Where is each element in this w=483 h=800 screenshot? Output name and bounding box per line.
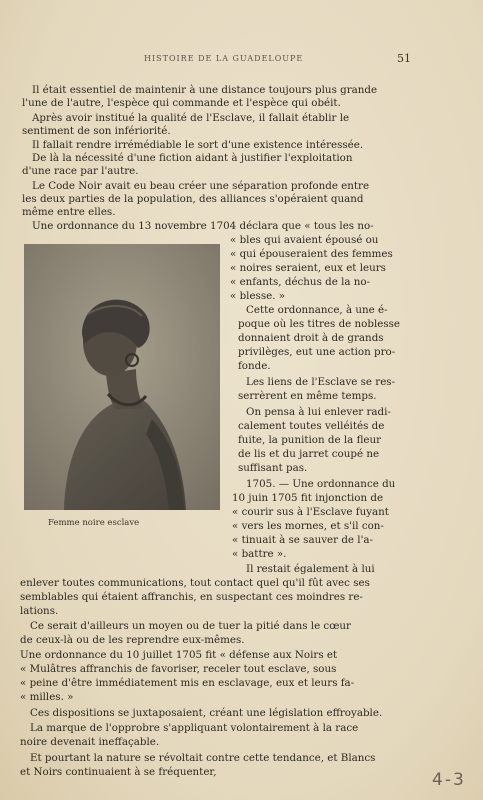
- text-line: « milles. »: [20, 691, 74, 703]
- text-line: « noires seraient, eux et leurs: [230, 262, 386, 274]
- text-line: lations.: [20, 605, 59, 617]
- text-line: Ces dispositions se juxtaposaient, créant une législation effroyable.: [30, 707, 383, 719]
- text-line: La marque de l'opprobre s'appliquant volontairement à la race: [30, 722, 359, 734]
- page-header: [0, 52, 483, 68]
- text-line: 1705. — Une ordonnance du: [246, 478, 396, 490]
- text-line: noire devenait ineffaçable.: [20, 736, 160, 748]
- text-line: « battre ».: [232, 548, 287, 560]
- text-line: et Noirs continuaient à se fréquenter,: [20, 766, 217, 778]
- text-line: De là la nécessité d'une fiction aidant à justifier l'exploitation: [32, 152, 353, 164]
- text-line: Après avoir institué la qualité de l'Esclave, il fallait établir le: [32, 112, 350, 124]
- figure-caption: Femme noire esclave: [48, 518, 140, 528]
- text-line: On pensa à lui enlever radi-: [246, 406, 391, 418]
- text-line: Le Code Noir avait eu beau créer une séparation profonde entre: [32, 180, 370, 192]
- text-line: « Mulâtres affranchis de favoriser, receler tout esclave, sous: [20, 663, 337, 675]
- text-line: « blesse. »: [230, 290, 286, 302]
- text-line: « enfants, déchus de la no-: [230, 276, 371, 288]
- text-line: Il était essentiel de maintenir à une distance toujours plus grande: [32, 84, 378, 96]
- text-line: « bles qui avaient épousé ou: [230, 234, 379, 246]
- text-line: fonde.: [238, 360, 271, 372]
- text-line: privilèges, eut une action pro-: [238, 346, 396, 358]
- text-line: Il restait également à lui: [246, 563, 375, 575]
- text-line: de ceux-là ou de les reprendre eux-mêmes.: [20, 634, 245, 646]
- text-line: les deux parties de la population, des alliances s'opéraient quand: [22, 193, 364, 205]
- text-line: sentiment de son infériorité.: [22, 125, 171, 137]
- text-line: donnaient droit à de grands: [238, 332, 384, 344]
- text-line: Ce serait d'ailleurs un moyen ou de tuer la pitié dans le cœur: [30, 620, 351, 632]
- text-line: « peine d'être immédiatement mis en esclavage, eux et leurs fa-: [20, 677, 355, 689]
- text-line: suffisant pas.: [238, 462, 308, 474]
- text-line: Les liens de l'Esclave se res-: [246, 376, 396, 388]
- text-line: Il fallait rendre irrémédiable le sort d'une existence intéressée.: [32, 139, 364, 151]
- text-line: poque où les titres de noblesse: [238, 318, 400, 330]
- text-line: Et pourtant la nature se révoltait contre cette tendance, et Blancs: [30, 752, 376, 764]
- portrait-image: [24, 244, 220, 510]
- text-line: fuite, la punition de la fleur: [238, 434, 382, 446]
- text-line: semblables qui étaient affranchis, en suspectant ces moindres re-: [20, 591, 363, 603]
- text-line: « courir sus à l'Esclave fuyant: [232, 506, 389, 518]
- text-line: l'une de l'autre, l'espèce qui commande et l'espèce qui obéit.: [22, 97, 341, 109]
- text-line: « vers les mornes, et s'il con-: [232, 520, 384, 532]
- page-number: 51: [397, 52, 411, 65]
- text-line: 10 juin 1705 fit injonction de: [232, 492, 384, 504]
- text-line: d'une race par l'autre.: [22, 165, 139, 177]
- text-line: Cette ordonnance, à une é-: [246, 304, 388, 316]
- handwritten-note: 4-3: [432, 770, 466, 790]
- text-line: Une ordonnance du 10 juillet 1705 fit « défense aux Noirs et: [20, 649, 338, 661]
- text-line: « qui épouseraient des femmes: [230, 248, 393, 260]
- text-line: serrèrent en même temps.: [238, 390, 377, 402]
- text-line: « tinuait à se sauver de l'a-: [232, 534, 374, 546]
- text-line: même entre elles.: [22, 206, 116, 218]
- text-line: enlever toutes communications, tout contact quel qu'il fût avec ses: [20, 577, 370, 589]
- text-line: Une ordonnance du 13 novembre 1704 déclara que « tous les no-: [32, 220, 374, 232]
- text-line: calement toutes velléités de: [238, 420, 385, 432]
- text-line: de lis et du jarret coupé ne: [238, 448, 380, 460]
- running-head: HISTOIRE DE LA GUADELOUPE: [144, 54, 304, 63]
- portrait-photograph: [24, 244, 220, 510]
